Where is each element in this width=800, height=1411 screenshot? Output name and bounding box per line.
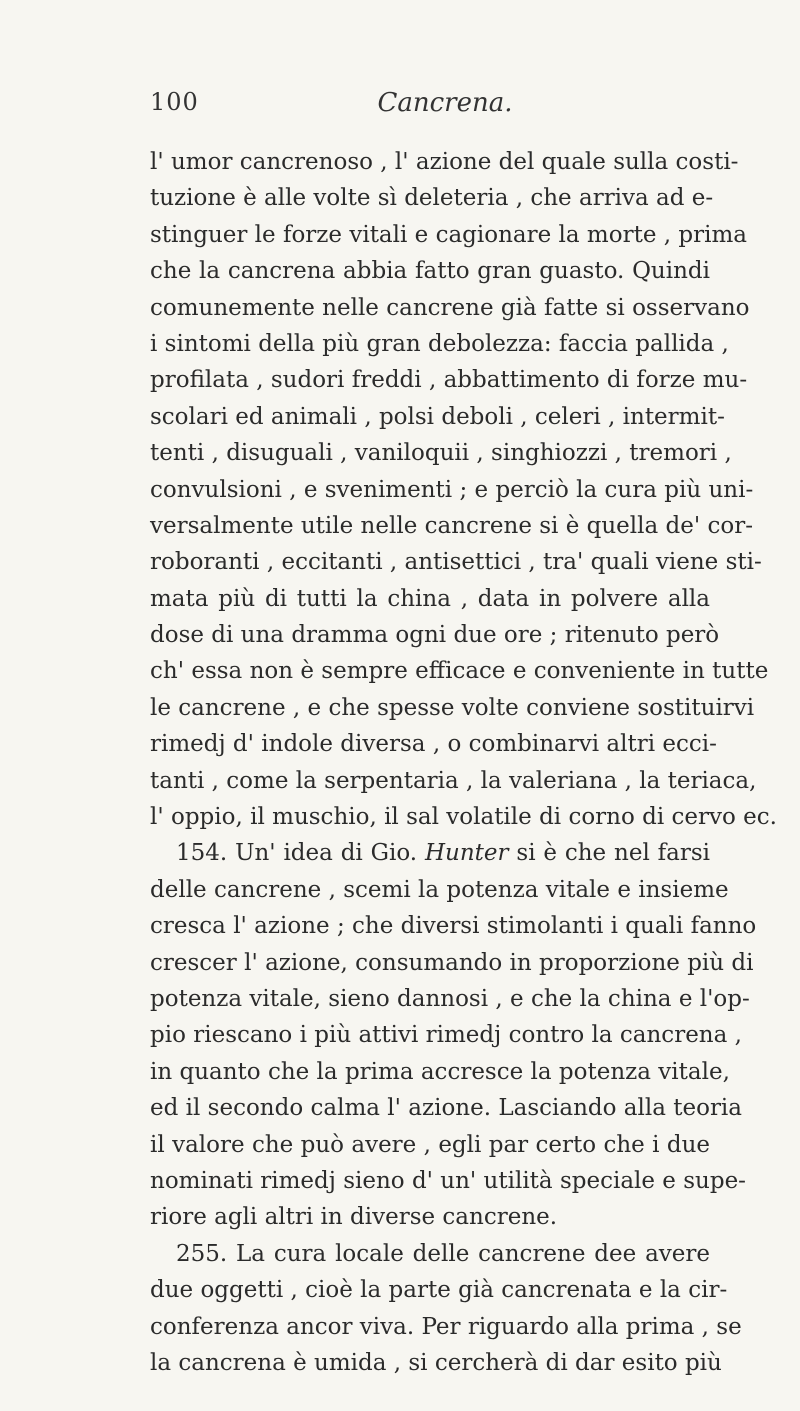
text-line: stinguer le forze vitali e cagionare la morte , prima xyxy=(150,221,747,248)
text-line: profilata , sudori freddi , abbattimento di forze mu- xyxy=(150,367,748,394)
text-line: ch' essa non è sempre efficace e conveniente in tutte xyxy=(150,658,769,685)
text-line: pio riescano i più attivi rimedj contro la cancrena , xyxy=(150,1022,742,1049)
text-line: la cancrena è umida , si cercherà di dar esito più xyxy=(150,1349,722,1376)
page-number: 100 xyxy=(150,88,199,116)
text-line: mata più di tutti la china , data in polvere alla xyxy=(150,585,710,612)
text-line: l' umor cancrenoso , l' azione del quale sulla costi- xyxy=(150,149,739,175)
text-line: due oggetti , cioè la parte già cancrenata e la cir- xyxy=(150,1277,728,1304)
text-line: scolari ed animali , polsi deboli , celeri , intermit- xyxy=(150,403,725,430)
text-line: in quanto che la prima accresce la potenza vitale, xyxy=(150,1058,730,1085)
text-line: che la cancrena abbia fatto gran guasto. Quindi xyxy=(150,258,710,285)
text-line: l' oppio, il muschio, il sal volatile di corno di cervo ec. xyxy=(150,804,777,831)
text-line: cresca l' azione ; che diversi stimolanti i quali fanno xyxy=(150,913,757,940)
running-title: Cancrena. xyxy=(377,88,513,118)
text-line: conferenza ancor viva. Per riguardo alla prima , se xyxy=(150,1313,742,1340)
text-line: tuzione è alle volte sì deleteria , che arriva ad e- xyxy=(150,185,714,212)
text-line: il valore che può avere , egli par certo che i due xyxy=(150,1131,710,1158)
text-line: roboranti , eccitanti , antisettici , tra' quali viene sti- xyxy=(150,549,762,576)
text-segment: si è che nel farsi xyxy=(516,840,711,867)
text-line: tenti , disuguali , vaniloquii , singhiozzi , tremori , xyxy=(150,440,732,467)
body-text xyxy=(150,144,777,1381)
text-line: riore agli altri in diverse cancrene. xyxy=(150,1204,558,1231)
paragraph-154-first-line xyxy=(150,835,710,871)
author-name: Hunter xyxy=(424,840,509,867)
text-line: rimedj d' indole diversa , o combinarvi altri ecci- xyxy=(150,731,717,758)
text-line: dose di una dramma ogni due ore ; ritenuto però xyxy=(150,622,720,649)
paragraph-number: 154. xyxy=(176,840,228,867)
text-line: le cancrene , e che spesse volte conviene sostituirvi xyxy=(150,694,755,721)
running-head xyxy=(150,88,740,128)
text-line: potenza vitale, sieno dannosi , e che la china e l'op- xyxy=(150,985,750,1012)
text-line: comunemente nelle cancrene già fatte si osservano xyxy=(150,294,750,321)
text-line: tanti , come la serpentaria , la valeriana , la teriaca, xyxy=(150,767,757,794)
paragraph-255-first-line: 255. La cura locale delle cancrene dee avere xyxy=(176,1240,710,1267)
text-line: versalmente utile nelle cancrene si è quella de' cor- xyxy=(150,512,753,539)
text-line: nominati rimedj sieno d' un' utilità speciale e supe- xyxy=(150,1167,746,1194)
text-line: delle cancrene , scemi la potenza vitale e insieme xyxy=(150,876,729,903)
text-line: i sintomi della più gran debolezza: faccia pallida , xyxy=(150,330,729,357)
text-segment: Un' idea di Gio. xyxy=(235,840,418,867)
text-line: convulsioni , e svenimenti ; e perciò la cura più uni- xyxy=(150,476,754,503)
text-line: ed il secondo calma l' azione. Lasciando alla teoria xyxy=(150,1095,743,1122)
text-line: crescer l' azione, consumando in proporzione più di xyxy=(150,949,754,976)
